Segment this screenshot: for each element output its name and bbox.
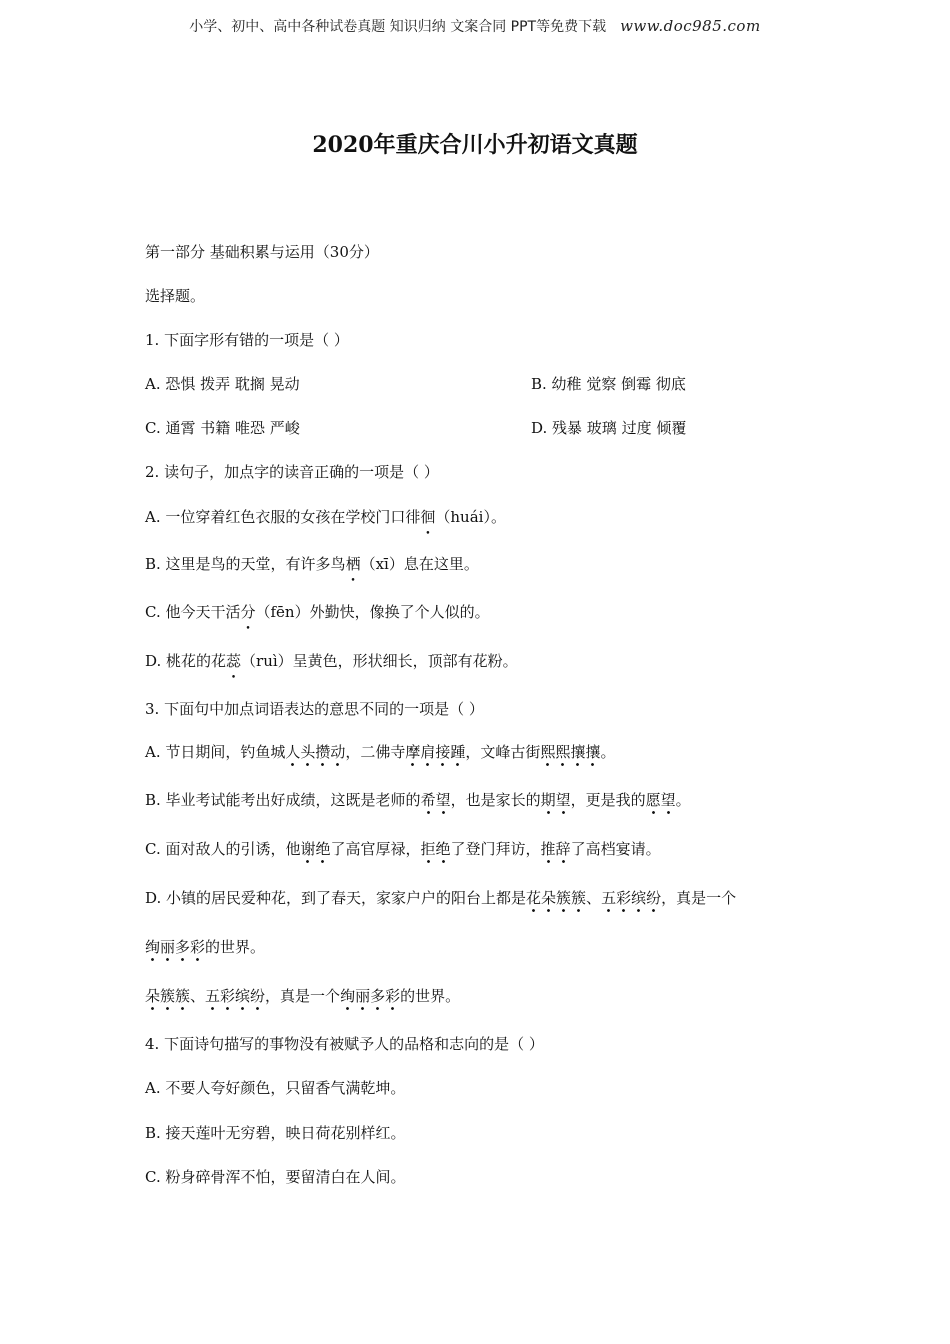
q2-b-dotted: 栖 — [345, 555, 361, 573]
q3-c-dotted-3: 推辞 — [541, 840, 571, 864]
q2-c-pinyin: （fēn）外勤快，像换了个人似的。 — [255, 603, 490, 621]
q3-b-dotted-3: 愿望 — [646, 791, 676, 815]
q3-d-text: 的世界。 — [205, 938, 266, 956]
q3-option-a — [145, 742, 615, 762]
q3-option-b — [145, 790, 691, 810]
q2-option-a — [145, 507, 506, 527]
q2-c-text: C. 他今天干活 — [145, 603, 241, 621]
q1-option-c: C. 通霄 书籍 唯恐 严峻 — [145, 419, 300, 437]
q2-stem: 2. 读句子，加点字的读音正确的一项是（ ） — [145, 463, 439, 481]
q1-option-a: A. 恐惧 拨弄 耽搁 晃动 — [145, 375, 300, 393]
q2-b-pinyin: （xī）息在这里。 — [360, 555, 479, 573]
q3-d-dotted-3: 绚丽多彩 — [145, 938, 205, 962]
header-site: www.doc985.com — [620, 17, 761, 35]
q3-c-dotted-1: 谢绝 — [300, 840, 330, 864]
q2-option-b — [145, 554, 479, 574]
q2-a-pinyin: （huái）。 — [435, 508, 506, 526]
question-type-label: 选择题。 — [145, 287, 206, 305]
q3-a-dotted-2: 摩肩接踵 — [405, 743, 465, 767]
q2-a-dotted: 徊 — [420, 508, 436, 526]
q3-option-d — [145, 888, 736, 908]
q3-c-text: 了高档宴请。 — [570, 840, 661, 858]
q3-dup-text: 、 — [190, 987, 206, 1005]
q3-option-c — [145, 839, 661, 859]
q3-b-text: ，也是家长的 — [450, 791, 541, 809]
q3-d-dotted-2: 五彩缤纷 — [601, 889, 661, 913]
q3-a-text: 。 — [600, 743, 616, 761]
q3-b-text: B. 毕业考试能考出好成绩，这既是老师的 — [145, 791, 421, 809]
q4-stem: 4. 下面诗句描写的事物没有被赋予人的品格和志向的是（ ） — [145, 1035, 544, 1053]
q3-c-text: 了登门拜访， — [450, 840, 541, 858]
q3-dup-dotted-2: 五彩缤纷 — [205, 987, 265, 1011]
q3-a-text: ，二佛寺 — [345, 743, 406, 761]
q3-option-d-cont — [145, 937, 265, 957]
q3-a-text: ，文峰古街 — [465, 743, 541, 761]
q3-b-dotted-1: 希望 — [421, 791, 451, 815]
q3-dup-dotted-3: 绚丽多彩 — [340, 987, 400, 1011]
q3-a-text: A. 节日期间，钓鱼城 — [145, 743, 286, 761]
q3-d-text: ，真是一个 — [661, 889, 737, 907]
q1-option-d: D. 残暴 玻璃 过度 倾覆 — [531, 419, 687, 437]
q3-d-dotted-1: 花朵簇簇 — [526, 889, 586, 913]
q2-d-dotted: 蕊 — [226, 652, 242, 670]
q4-option-c: C. 粉身碎骨浑不怕，要留清白在人间。 — [145, 1168, 406, 1186]
q3-c-text: C. 面对敌人的引诱，他 — [145, 840, 301, 858]
q3-d-text: 、 — [586, 889, 602, 907]
q3-b-dotted-2: 期望 — [541, 791, 571, 815]
q1-option-b: B. 幼稚 觉察 倒霉 彻底 — [531, 375, 686, 393]
q3-dup-text: ，真是一个 — [265, 987, 341, 1005]
page-header — [0, 16, 950, 36]
q3-dup-text: 的世界。 — [400, 987, 461, 1005]
q3-a-dotted-1: 人头攒动 — [285, 743, 345, 767]
q3-a-dotted-3: 熙熙攘攘 — [540, 743, 600, 767]
page-title: 2020年重庆合川小升初语文真题 — [312, 132, 638, 158]
q3-c-dotted-2: 拒绝 — [421, 840, 451, 864]
q2-d-pinyin: （ruì）呈黄色，形状细长，顶部有花粉。 — [241, 652, 518, 670]
q3-stem: 3. 下面句中加点词语表达的意思不同的一项是（ ） — [145, 700, 484, 718]
section-heading: 第一部分 基础积累与运用（30分） — [145, 243, 379, 261]
q2-d-text: D. 桃花的花 — [145, 652, 227, 670]
q1-stem: 1. 下面字形有错的一项是（ ） — [145, 331, 349, 349]
q3-option-d-duplicate — [145, 986, 460, 1006]
q2-b-text: B. 这里是鸟的天堂，有许多鸟 — [145, 555, 346, 573]
q3-b-text: 。 — [675, 791, 691, 809]
q4-option-b: B. 接天莲叶无穷碧，映日荷花别样红。 — [145, 1124, 406, 1142]
q2-option-c — [145, 602, 490, 622]
q3-d-text: D. 小镇的居民爱种花，到了春天，家家户户的阳台上都是 — [145, 889, 527, 907]
q2-option-d — [145, 651, 518, 671]
q2-c-dotted: 分 — [240, 603, 256, 621]
q2-a-text: A. 一位穿着红色衣服的女孩在学校门口徘 — [145, 508, 421, 526]
header-text: 小学、初中、高中各种试卷真题 知识归纳 文案合同 PPT等免费下载 — [189, 19, 607, 35]
q3-dup-dotted-1: 朵簇簇 — [145, 987, 190, 1011]
q4-option-a: A. 不要人夸好颜色，只留香气满乾坤。 — [145, 1079, 406, 1097]
q3-c-text: 了高官厚禄， — [330, 840, 421, 858]
q3-b-text: ，更是我的 — [570, 791, 646, 809]
